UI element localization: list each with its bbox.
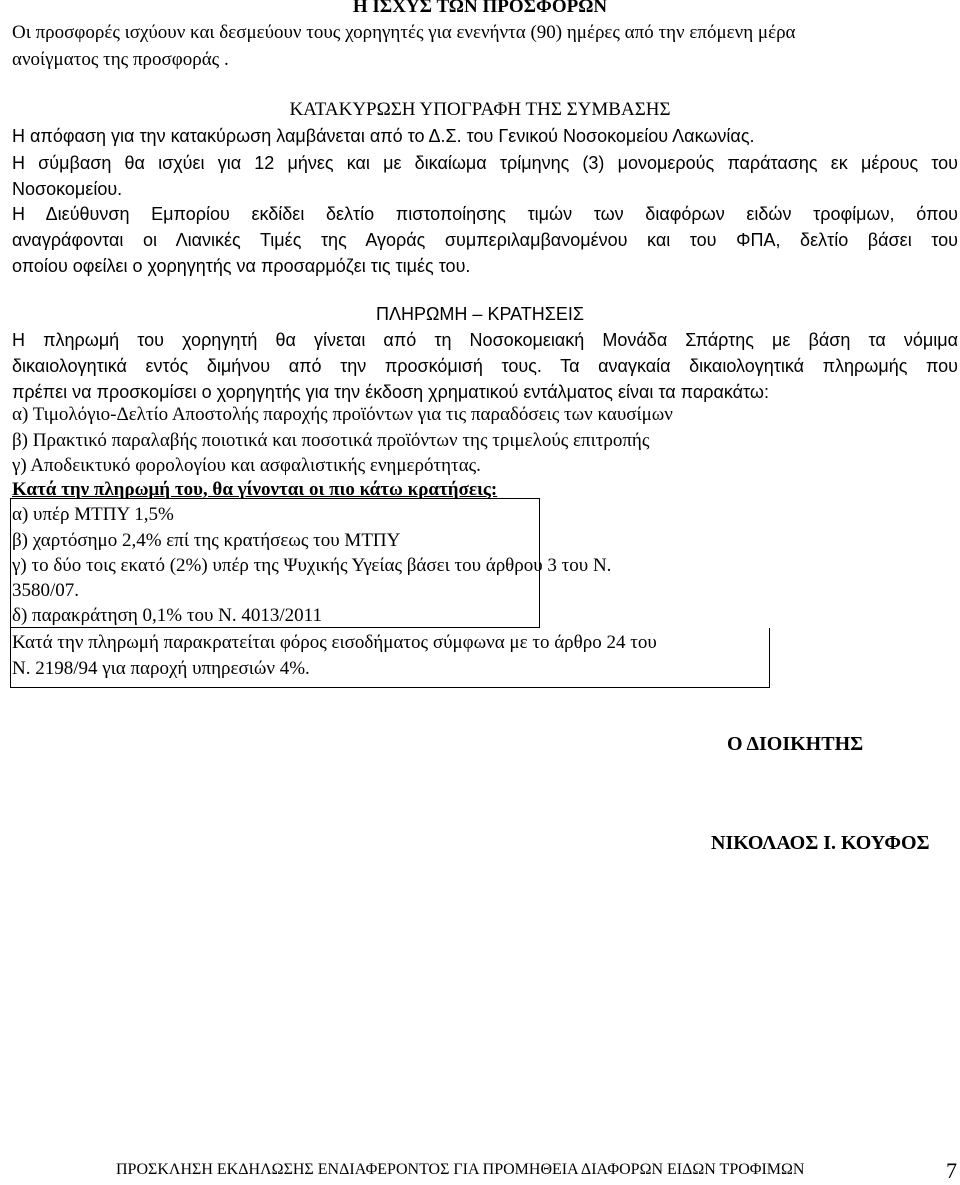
award-line-2: Η σύμβαση θα ισχύει για 12 μήνες και με δικαίωμα τρίμηνης (3) μονομερούς παράτασης εκ μέρους του — [12, 153, 958, 173]
payment-line-2: δικαιολογητικά εντός διμήνου από την προσκόμισή τους. Τα αναγκαία δικαιολογητικά πληρωμής που — [12, 356, 958, 376]
award-line-5: αναγράφονται οι Λιανικές Τιμές της Αγοράς συμπεριλαμβανομένου και του ΦΠΑ, δελτίο βάσει του — [12, 230, 958, 250]
payment-line-3: πρέπει να προσκομίσει ο χορηγητής για την έκδοση χρηματικού εντάλματος είναι τα παρακάτω: — [12, 382, 769, 402]
footer-text: ΠΡΟΣΚΛΗΣΗ ΕΚΔΗΛΩΣΗΣ ΕΝΔΙΑΦΕΡΟΝΤΟΣ ΓΙΑ ΠΡΟΜΗΘΕΙΑ ΔΙΑΦΟΡΩΝ ΕΙΔΩΝ ΤΡΟΦΙΜΩΝ — [116, 1161, 805, 1178]
deduction-b: β) χαρτόσημο 2,4% επί της κρατήσεως του ΜΤΠΥ — [12, 530, 401, 551]
deduction-c-line-2: 3580/07. — [12, 580, 80, 601]
tax-line-2: Ν. 2198/94 για παροχή υπηρεσιών 4%. — [12, 658, 310, 679]
payment-item-b: β) Πρακτικό παραλαβής ποιοτικά και ποσοτικά προϊόντων της τριμελούς επιτροπής — [12, 430, 650, 451]
deduction-a: α) υπέρ ΜΤΠΥ 1,5% — [12, 504, 174, 525]
payment-item-c: γ) Αποδεικτυκό φορολογίου και ασφαλιστικής ενημερότητας. — [12, 455, 481, 476]
signature-title: Ο ΔΙΟΙΚΗΤΗΣ — [727, 733, 864, 755]
deduction-d: δ) παρακράτηση 0,1% του Ν. 4013/2011 — [12, 605, 322, 626]
validity-line-1: Οι προσφορές ισχύουν και δεσμεύουν τους χορηγητές για ενενήντα (90) ημέρες από την επόμενη μέρα — [12, 22, 796, 43]
tax-line-1: Κατά την πληρωμή παρακρατείται φόρος εισοδήματος σύμφωνα με το άρθρο 24 του — [12, 632, 657, 653]
award-line-1: Η απόφαση για την κατακύρωση λαμβάνεται από το Δ.Σ. του Γενικού Νοσοκομείου Λακωνίας. — [12, 126, 755, 146]
deduction-c-line-1: γ) το δύο τοις εκατό (2%) υπέρ της Ψυχικής Υγείας βάσει του άρθρου 3 του Ν. — [12, 555, 612, 576]
payment-line-1: Η πληρωμή του χορηγητή θα γίνεται από τη Νοσοκομειακή Μονάδα Σπάρτης με βάση τα νόμιμα — [12, 330, 958, 350]
payment-heading: ΠΛΗΡΩΜΗ – ΚΡΑΤΗΣΕΙΣ — [375, 304, 585, 324]
validity-heading: Η ΙΣΧΥΣ ΤΩΝ ΠΡΟΣΦΟΡΩΝ — [352, 0, 608, 17]
award-line-3: Νοσοκομείου. — [12, 179, 123, 199]
validity-line-2: ανοίγματος της προσφοράς . — [12, 49, 229, 70]
award-heading: ΚΑΤΑΚΥΡΩΣΗ ΥΠΟΓΡΑΦΗ ΤΗΣ ΣΥΜΒΑΣΗΣ — [289, 99, 671, 120]
page-number: 7 — [946, 1158, 957, 1183]
award-line-6: οποίου οφείλει ο χορηγητής να προσαρμόζει τις τιμές του. — [12, 256, 471, 276]
signature-name: ΝΙΚΟΛΑΟΣ Ι. ΚΟΥΦΟΣ — [711, 832, 930, 854]
award-line-4: Η Διεύθυνση Εμπορίου εκδίδει δελτίο πιστοποίησης τιμών των διαφόρων ειδών τροφίμων, όπου — [12, 204, 958, 224]
payment-item-a: α) Τιμολόγιο-Δελτίο Αποστολής παροχής προϊόντων για τις παραδόσεις των καυσίμων — [12, 404, 673, 425]
deductions-heading: Κατά την πληρωμή του, θα γίνονται οι πιο κάτω κρατήσεις: — [12, 479, 498, 500]
